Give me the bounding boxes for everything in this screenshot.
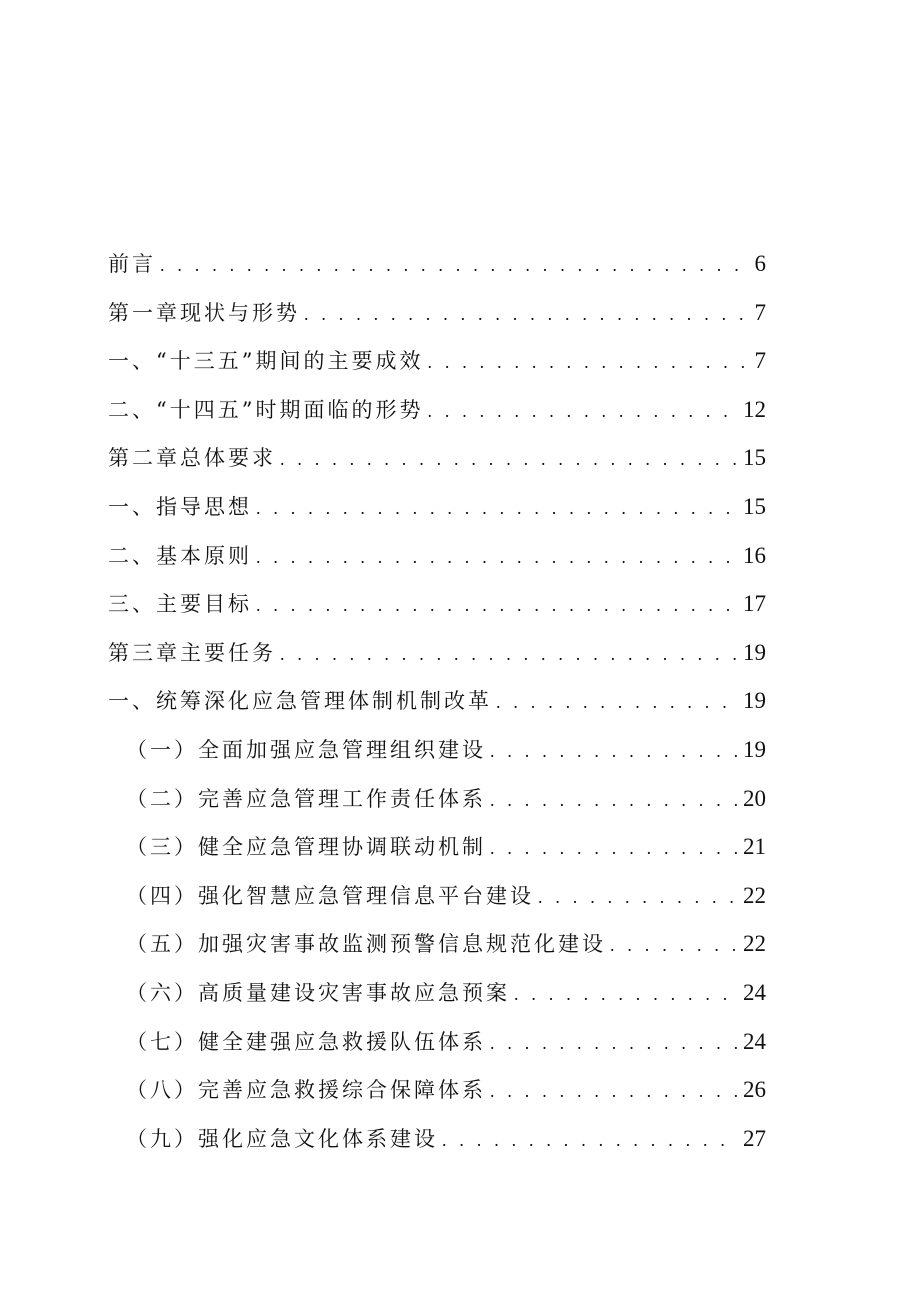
toc-entry-title: （八）完善应急救援综合保障体系: [126, 1078, 486, 1103]
toc-entry-preface[interactable]: [108, 248, 766, 297]
table-of-contents: [108, 248, 766, 1171]
toc-entry-section[interactable]: [108, 685, 766, 734]
toc-entry-title: （四）强化智慧应急管理信息平台建设: [126, 883, 534, 908]
toc-entry-title: 二、基本原则: [108, 543, 252, 568]
toc-dot-leader: [538, 881, 737, 913]
toc-dot-leader: [256, 492, 737, 524]
toc-page-number: 20: [743, 785, 766, 811]
toc-page-number: 16: [743, 542, 766, 568]
toc-dot-leader: [280, 638, 737, 670]
toc-entry-title: 第一章现状与形势: [108, 300, 300, 325]
toc-entry-section[interactable]: [108, 394, 766, 443]
toc-entry-chapter-3[interactable]: [108, 637, 766, 686]
toc-entry-title: （七）健全建强应急救援队伍体系: [126, 1029, 486, 1054]
toc-dot-leader: [442, 1124, 737, 1156]
toc-page-number: 22: [743, 931, 766, 957]
toc-dot-leader: [280, 443, 737, 475]
toc-page-number: 21: [743, 834, 766, 860]
toc-dot-leader: [427, 346, 748, 378]
toc-entry-title: 二、“十四五”时期面临的形势: [108, 397, 424, 422]
toc-dot-leader: [256, 541, 737, 573]
toc-entry-title: （二）完善应急管理工作责任体系: [126, 786, 486, 811]
toc-entry-section[interactable]: [108, 345, 766, 394]
toc-entry-title: 第三章主要任务: [108, 640, 276, 665]
toc-page-number: 7: [754, 348, 766, 374]
toc-page-number: 7: [754, 299, 766, 325]
toc-dot-leader: [610, 929, 737, 961]
toc-entry-section[interactable]: [108, 588, 766, 637]
toc-dot-leader: [256, 589, 737, 621]
toc-page-number: 17: [743, 591, 766, 617]
toc-entry-subsection[interactable]: [108, 880, 766, 929]
toc-page-number: 24: [743, 1028, 766, 1054]
toc-dot-leader: [490, 1027, 737, 1059]
toc-dot-leader: [490, 1075, 737, 1107]
toc-page-number: 19: [743, 639, 766, 665]
toc-dot-leader: [427, 395, 737, 427]
toc-entry-title: （一）全面加强应急管理组织建设: [126, 737, 486, 762]
toc-entry-subsection[interactable]: [108, 783, 766, 832]
toc-dot-leader: [160, 249, 749, 281]
toc-entry-subsection[interactable]: [108, 1123, 766, 1172]
toc-entry-subsection[interactable]: [108, 1026, 766, 1075]
toc-entry-title: 一、指导思想: [108, 494, 252, 519]
toc-entry-subsection[interactable]: [108, 734, 766, 783]
toc-page-number: 19: [743, 688, 766, 714]
toc-page-number: 15: [743, 445, 766, 471]
toc-entry-subsection[interactable]: [108, 928, 766, 977]
toc-dot-leader: [490, 735, 737, 767]
toc-entry-subsection[interactable]: [108, 977, 766, 1026]
toc-entry-title: （五）加强灾害事故监测预警信息规范化建设: [126, 932, 606, 957]
toc-entry-title: （六）高质量建设灾害事故应急预案: [126, 980, 510, 1005]
toc-page-number: 27: [743, 1125, 766, 1151]
toc-dot-leader: [304, 298, 749, 330]
toc-page-number: 26: [743, 1077, 766, 1103]
toc-page-number: 24: [743, 979, 766, 1005]
toc-entry-chapter-2[interactable]: [108, 442, 766, 491]
toc-dot-leader: [496, 686, 737, 718]
toc-entry-title: （九）强化应急文化体系建设: [126, 1126, 438, 1151]
toc-page-number: 19: [743, 736, 766, 762]
toc-dot-leader: [490, 832, 737, 864]
toc-entry-title: （三）健全应急管理协调联动机制: [126, 835, 486, 860]
toc-entry-title: 第二章总体要求: [108, 446, 276, 471]
toc-dot-leader: [514, 978, 737, 1010]
toc-entry-title: 前言: [108, 252, 156, 276]
toc-entry-title: 一、“十三五”期间的主要成效: [108, 349, 424, 374]
toc-page-number: 15: [743, 493, 766, 519]
toc-entry-title: 三、主要目标: [108, 592, 252, 617]
toc-entry-subsection[interactable]: [108, 1074, 766, 1123]
toc-entry-section[interactable]: [108, 540, 766, 589]
toc-entry-chapter-1[interactable]: [108, 297, 766, 346]
toc-dot-leader: [490, 784, 737, 816]
toc-page-number: 6: [754, 251, 766, 276]
toc-page-number: 22: [743, 882, 766, 908]
toc-page-number: 12: [743, 396, 766, 422]
toc-entry-subsection[interactable]: [108, 831, 766, 880]
toc-entry-section[interactable]: [108, 491, 766, 540]
toc-entry-title: 一、统筹深化应急管理体制机制改革: [108, 689, 492, 714]
